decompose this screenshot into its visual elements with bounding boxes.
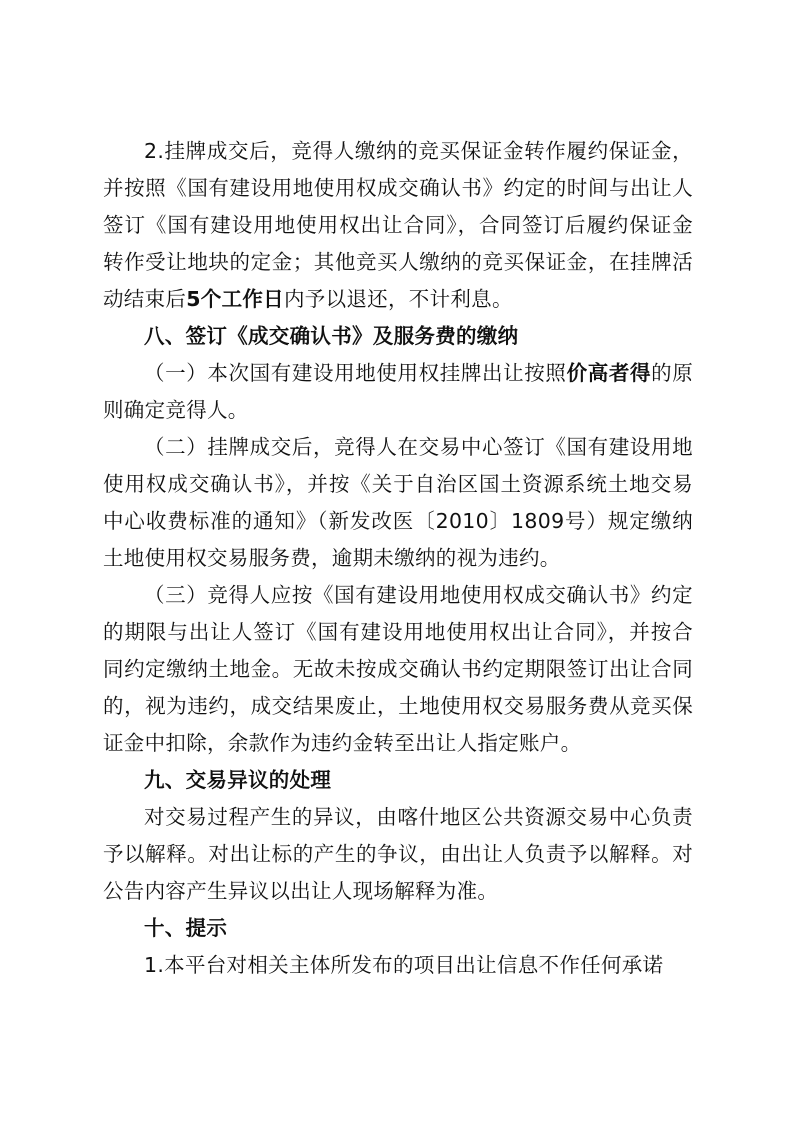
section-heading-10: 十、提示 <box>144 916 228 940</box>
paragraph-text: 的原则确定竞得人。 <box>103 361 694 422</box>
paragraph-highest-bidder <box>103 355 693 429</box>
paragraph-text: （一）本次国有建设用地使用权挂牌出让按照 <box>144 361 567 385</box>
bold-text-highest-price: 价高者得 <box>566 361 652 385</box>
paragraph-contract-signing: （三）竞得人应按《国有建设用地使用权成交确认书》约定的期限与出让人签订《国有建设用地使用权出让合同》，并按合同约定缴纳土地金。无故未按成交确认书约定期限签订出让合同的，视为违约，成交结果废止，土地使用权交易服务费从竞买保证金中扣除，余款作为违约金转至出让人指定账户。 <box>103 583 693 755</box>
section-heading-9: 九、交易异议的处理 <box>144 768 332 792</box>
section-heading-8: 八、签订《成交确认书》及服务费的缴纳 <box>144 324 519 348</box>
document-body <box>103 133 693 984</box>
paragraph-text: 内予以退还，不计利息。 <box>283 287 513 311</box>
paragraph-deposit-conversion <box>103 133 693 318</box>
bold-text-five-working-days: 5个工作日 <box>186 287 284 311</box>
paragraph-text: 2.挂牌成交后，竞得人缴纳的竞买保证金转作履约保证金，并按照《国有建设用地使用权成交确认书》约定的时间与出让人签订《国有建设用地使用权出让合同》，合同签订后履约保证金转作受让地块的定金；其他竞买人缴纳的竞买保证金，在挂牌活动结束后 <box>103 139 693 311</box>
paragraph-service-fee: （二）挂牌成交后，竞得人在交易中心签订《国有建设用地使用权成交确认书》，并按《关于自治区国土资源系统土地交易中心收费标准的通知》（新发改医〔2010〕1809号）规定缴纳土地使用权交易服务费，逾期未缴纳的视为违约。 <box>103 435 693 570</box>
paragraph-objection-handling: 对交易过程产生的异议，由喀什地区公共资源交易中心负责予以解释。对出让标的产生的争议，由出让人负责予以解释。对公告内容产生异议以出让人现场解释为准。 <box>103 805 693 903</box>
paragraph-notice: 1.本平台对相关主体所发布的项目出让信息不作任何承诺 <box>144 953 664 977</box>
